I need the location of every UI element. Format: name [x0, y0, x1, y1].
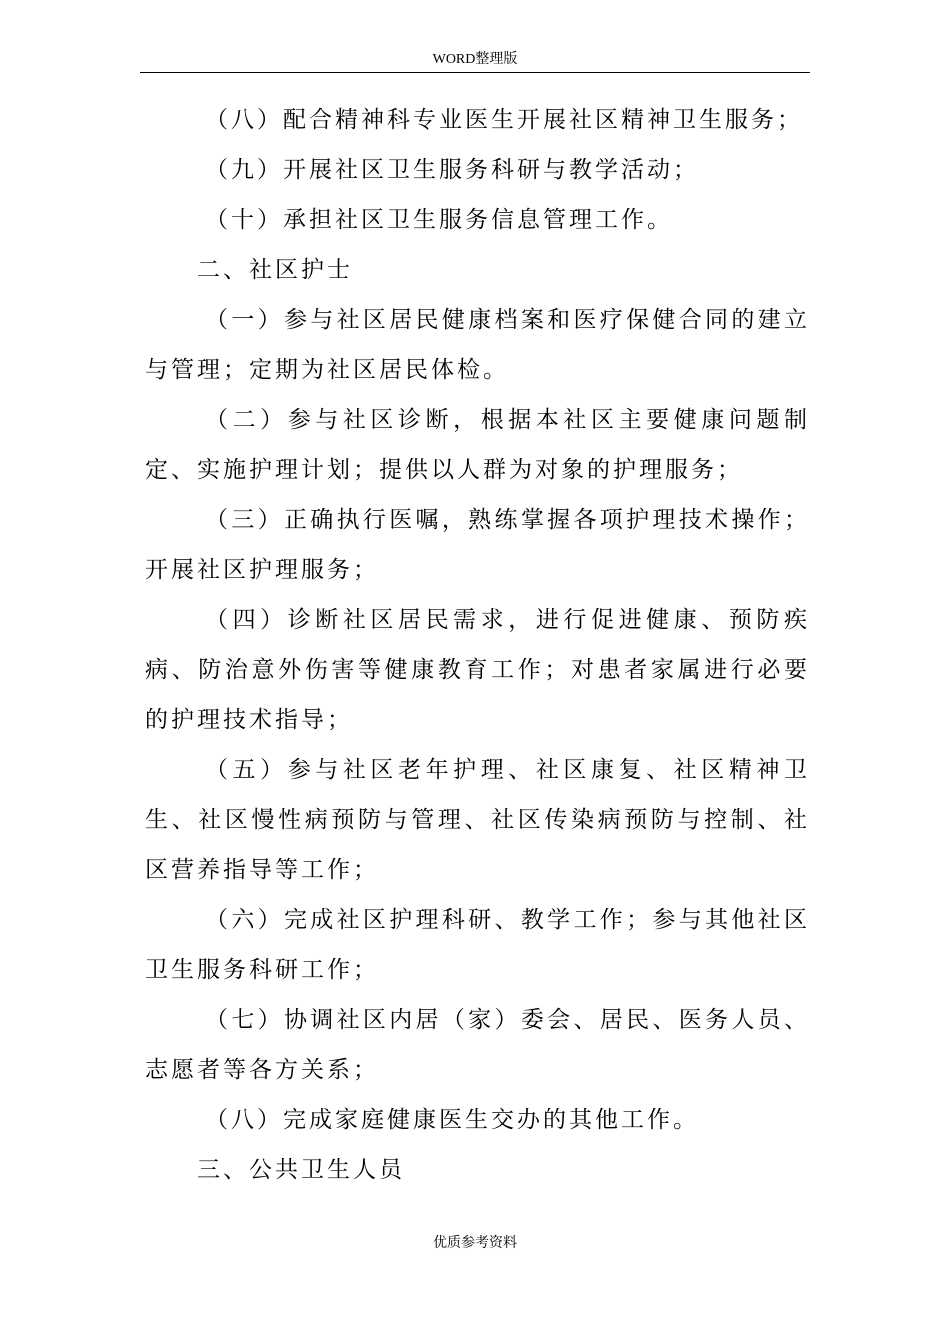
- paragraph-nurse-duty-7: （七）协调社区内居（家）委会、居民、医务人员、志愿者等各方关系；: [145, 1007, 810, 1083]
- paragraph-doctor-duty-8: （八）配合精神科专业医生开展社区精神卫生服务；: [205, 107, 803, 133]
- paragraph-doctor-duty-10: （十）承担社区卫生服务信息管理工作。: [205, 207, 673, 233]
- header-divider: [140, 72, 810, 73]
- document-body: [145, 95, 810, 1195]
- paragraph-nurse-duty-8: （八）完成家庭健康医生交办的其他工作。: [205, 1107, 699, 1133]
- section-heading-public-health-staff: 三、公共卫生人员: [197, 1157, 405, 1183]
- paragraph-nurse-duty-3: （三）正确执行医嘱，熟练掌握各项护理技术操作；开展社区护理服务；: [145, 507, 810, 583]
- paragraph-nurse-duty-1: （一）参与社区居民健康档案和医疗保健合同的建立与管理；定期为社区居民体检。: [145, 307, 810, 383]
- section-heading-community-nurse: 二、社区护士: [197, 257, 353, 283]
- paragraph-nurse-duty-4: （四）诊断社区居民需求，进行促进健康、预防疾病、防治意外伤害等健康教育工作；对患者家属进行必要的护理技术指导；: [145, 607, 810, 733]
- paragraph-nurse-duty-5: （五）参与社区老年护理、社区康复、社区精神卫生、社区慢性病预防与管理、社区传染病预防与控制、社区营养指导等工作；: [145, 757, 810, 883]
- page-header: WORD整理版: [432, 52, 518, 67]
- paragraph-nurse-duty-2: （二）参与社区诊断，根据本社区主要健康问题制定、实施护理计划；提供以人群为对象的护理服务；: [145, 407, 810, 483]
- page-footer: 优质参考资料: [433, 1235, 517, 1251]
- paragraph-doctor-duty-9: （九）开展社区卫生服务科研与教学活动；: [205, 157, 699, 183]
- paragraph-nurse-duty-6: （六）完成社区护理科研、教学工作；参与其他社区卫生服务科研工作；: [145, 907, 810, 983]
